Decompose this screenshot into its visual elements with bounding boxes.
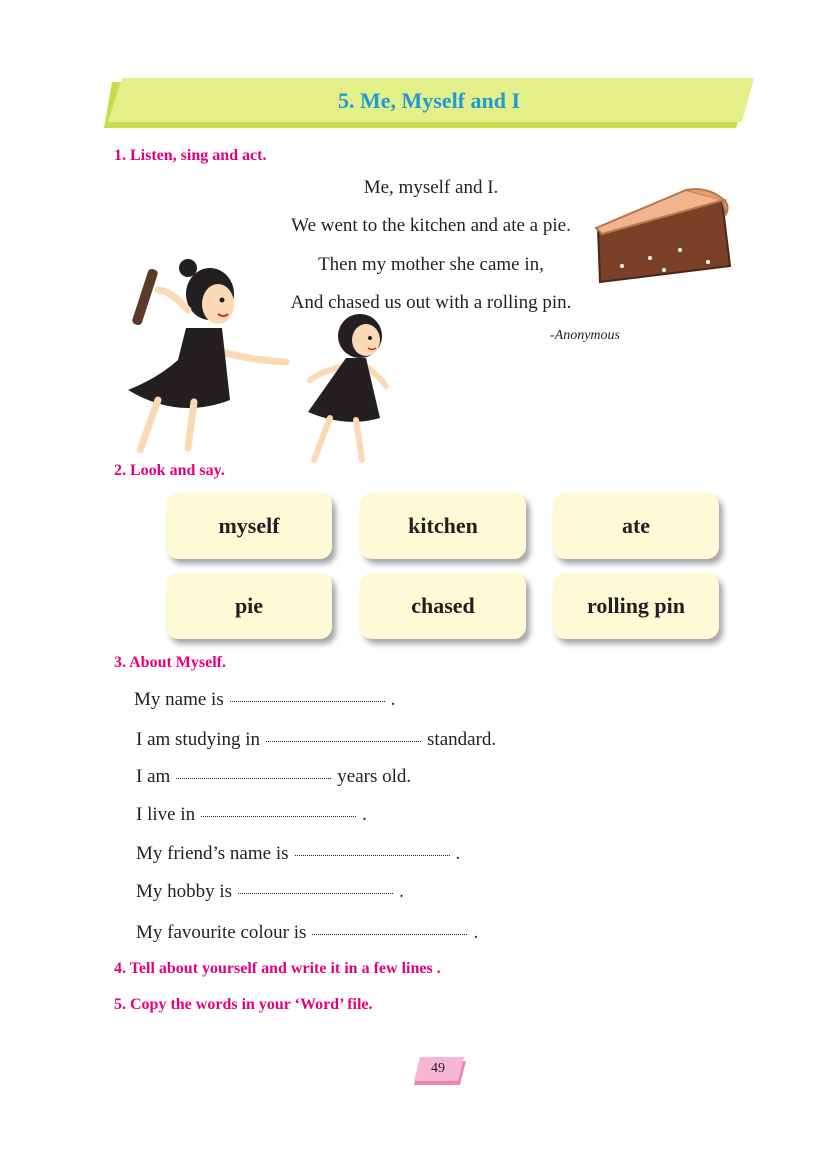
word-card-label: myself bbox=[218, 513, 280, 538]
page-number-tab bbox=[414, 1057, 466, 1085]
page-number: 49 bbox=[431, 1061, 445, 1076]
about-line-friend bbox=[136, 843, 460, 865]
word-card bbox=[360, 573, 526, 639]
about-suffix: . bbox=[390, 689, 396, 710]
mother-illustration bbox=[118, 250, 293, 460]
answer-blank[interactable] bbox=[238, 893, 393, 894]
pie-illustration bbox=[590, 186, 735, 286]
poem-line-4: And chased us out with a rolling pin. bbox=[290, 292, 572, 313]
title-banner bbox=[104, 78, 754, 130]
about-line-colour bbox=[136, 922, 478, 944]
word-card-label: pie bbox=[234, 593, 264, 618]
poem-line-2: We went to the kitchen and ate a pie. bbox=[291, 215, 571, 236]
about-suffix: . bbox=[399, 881, 404, 902]
section-5-heading: 5. Copy the words in your ‘Word’ file. bbox=[114, 996, 373, 1013]
about-suffix: standard. bbox=[427, 729, 497, 750]
answer-blank[interactable] bbox=[176, 778, 331, 779]
about-suffix: . bbox=[473, 922, 479, 943]
word-card-label: rolling pin bbox=[586, 593, 686, 618]
word-card-label: ate bbox=[621, 513, 651, 538]
poem-line-1: Me, myself and I. bbox=[363, 177, 499, 198]
about-suffix: years old. bbox=[337, 766, 412, 787]
answer-blank[interactable] bbox=[230, 701, 385, 702]
about-prompt: My name is bbox=[134, 689, 224, 710]
word-card bbox=[360, 493, 526, 559]
word-card-label: chased bbox=[411, 593, 475, 618]
about-line-live bbox=[136, 804, 367, 826]
about-prompt: I am studying in bbox=[136, 729, 261, 750]
girl-illustration bbox=[300, 310, 400, 465]
about-line-hobby bbox=[136, 881, 404, 903]
page-title: 5. Me, Myself and I bbox=[337, 88, 521, 113]
answer-blank[interactable] bbox=[312, 934, 467, 935]
about-suffix: . bbox=[362, 804, 367, 825]
word-card bbox=[553, 493, 719, 559]
about-prompt: My friend’s name is bbox=[136, 843, 289, 864]
answer-blank[interactable] bbox=[295, 855, 450, 856]
section-3-heading: 3. About Myself. bbox=[114, 654, 226, 671]
about-line-name bbox=[134, 689, 395, 711]
word-card-label: kitchen bbox=[408, 513, 478, 538]
about-suffix: . bbox=[455, 843, 461, 864]
poem-author: -Anonymous bbox=[550, 328, 620, 343]
section-4-heading: 4. Tell about yourself and write it in a few lines . bbox=[114, 960, 441, 977]
about-prompt: I am bbox=[136, 766, 171, 787]
answer-blank[interactable] bbox=[201, 816, 356, 817]
section-2-heading: 2. Look and say. bbox=[114, 462, 225, 479]
about-prompt: I live in bbox=[136, 804, 196, 825]
about-prompt: My hobby is bbox=[136, 881, 233, 902]
about-line-age bbox=[136, 766, 411, 788]
word-card bbox=[553, 573, 719, 639]
about-prompt: My favourite colour is bbox=[136, 922, 307, 943]
word-card bbox=[166, 493, 332, 559]
section-1-heading: 1. Listen, sing and act. bbox=[114, 147, 267, 164]
about-line-standard bbox=[136, 729, 496, 751]
answer-blank[interactable] bbox=[266, 741, 421, 742]
poem-line-3: Then my mother she came in, bbox=[318, 254, 544, 275]
word-card bbox=[166, 573, 332, 639]
